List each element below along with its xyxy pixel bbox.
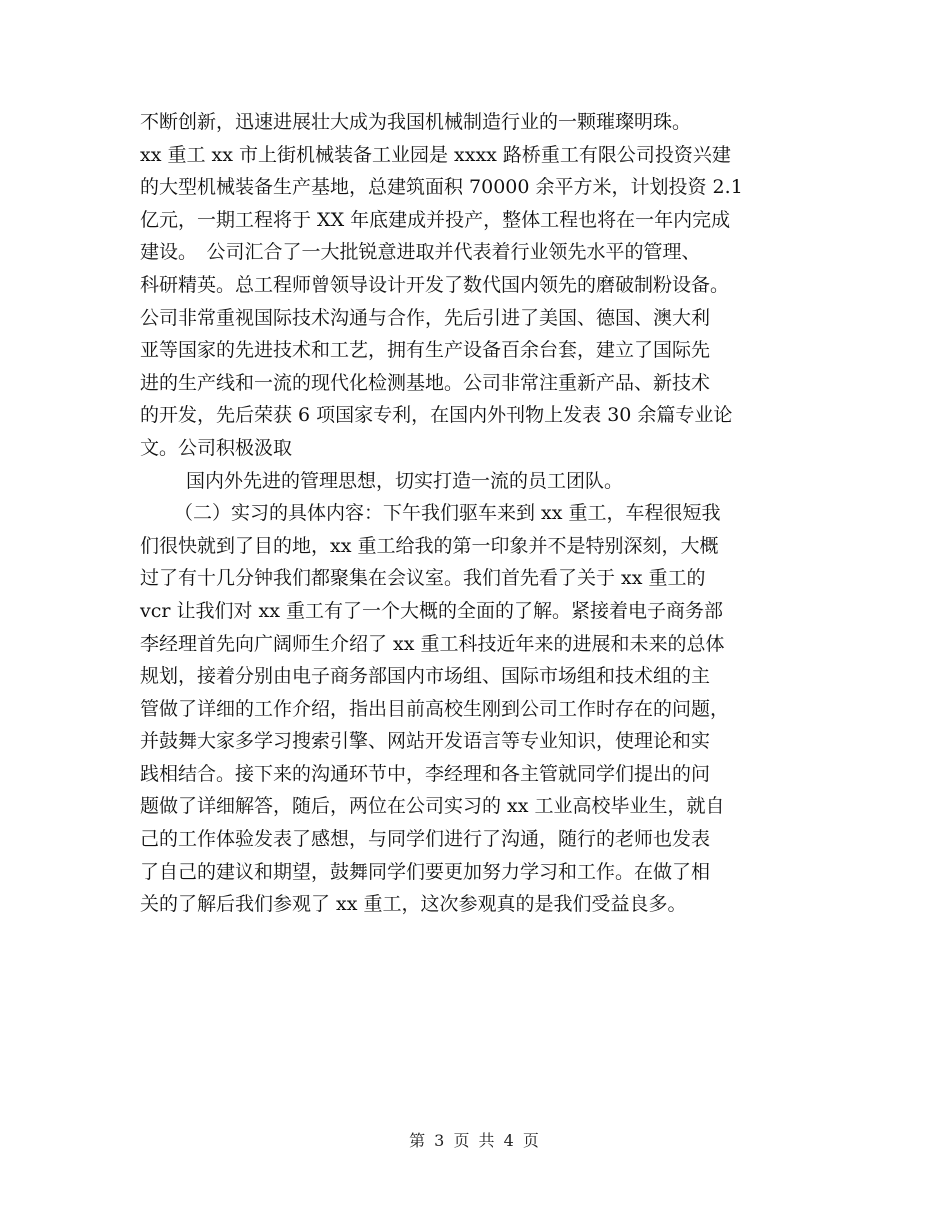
text-line: 的大型机械装备生产基地，总建筑面积 70000 余平方米，计划投资 2.1 xyxy=(140,176,743,199)
text-line: 践相结合。接下来的沟通环节中，李经理和各主管就同学们提出的问 xyxy=(140,762,711,785)
text-line: 并鼓舞大家多学习搜索引擎、网站开发语言等专业知识，使理论和实 xyxy=(140,730,711,753)
text-line: 公司非常重视国际技术沟通与合作，先后引进了美国、德国、澳大利 xyxy=(140,306,711,329)
text-line: 国内外先进的管理思想，切实打造一流的员工团队。 xyxy=(186,469,624,492)
text-line: 了自己的建议和期望，鼓舞同学们要更加努力学习和工作。在做了相 xyxy=(140,860,711,883)
text-line: 的开发，先后荣获 6 项国家专利，在国内外刊物上发表 30 余篇专业论 xyxy=(140,404,733,427)
text-line: 规划，接着分别由电子商务部国内市场组、国际市场组和技术组的主 xyxy=(140,665,711,688)
text-line: 己的工作体验发表了感想，与同学们进行了沟通，随行的老师也发表 xyxy=(140,828,711,851)
text-line: 管做了详细的工作介绍，指出目前高校生刚到公司工作时存在的问题， xyxy=(140,697,730,720)
text-line: 文。公司积极汲取 xyxy=(140,436,293,459)
text-line: 不断创新，迅速进展壮大成为我国机械制造行业的一颗璀璨明珠。 xyxy=(140,111,692,133)
text-line: 关的了解后我们参观了 xx 重工，这次参观真的是我们受益良多。 xyxy=(140,893,687,916)
text-line: 建设。 公司汇合了一大批锐意进取并代表着行业领先水平的管理、 xyxy=(140,241,701,264)
text-line: 李经理首先向广阔师生介绍了 xx 重工科技近年来的进展和未来的总体 xyxy=(140,632,725,655)
text-line: 亿元，一期工程将于 XX 年底建成并投产，整体工程也将在一年内完成 xyxy=(140,208,731,231)
text-line: 们很快就到了目的地，xx 重工给我的第一印象并不是特别深刻，大概 xyxy=(140,534,719,557)
section-heading-line: （二）实习的具体内容：下午我们驱车来到 xx 重工，车程很短我 xyxy=(174,502,721,525)
text-line: 过了有十几分钟我们都聚集在会议室。我们首先看了关于 xx 重工的 xyxy=(140,567,706,590)
text-line: 科研精英。总工程师曾领导设计开发了数代国内领先的磨破制粉设备。 xyxy=(140,273,730,296)
text-line: 进的生产线和一流的现代化检测基地。公司非常注重新产品、新技术 xyxy=(140,371,711,394)
text-line: vcr 让我们对 xx 重工有了一个大概的全面的了解。紧接着电子商务部 xyxy=(140,599,724,622)
text-line: 亚等国家的先进技术和工艺，拥有生产设备百余台套，建立了国际先 xyxy=(140,339,711,362)
text-line: 题做了详细解答，随后，两位在公司实习的 xx 工业高校毕业生，就自 xyxy=(140,795,725,818)
page-number-footer: 第 3 页 共 4 页 xyxy=(409,1131,541,1150)
text-line: xx 重工 xx 市上街机械装备工业园是 xxxx 路桥重工有限公司投资兴建 xyxy=(140,143,731,166)
document-body xyxy=(140,106,820,921)
